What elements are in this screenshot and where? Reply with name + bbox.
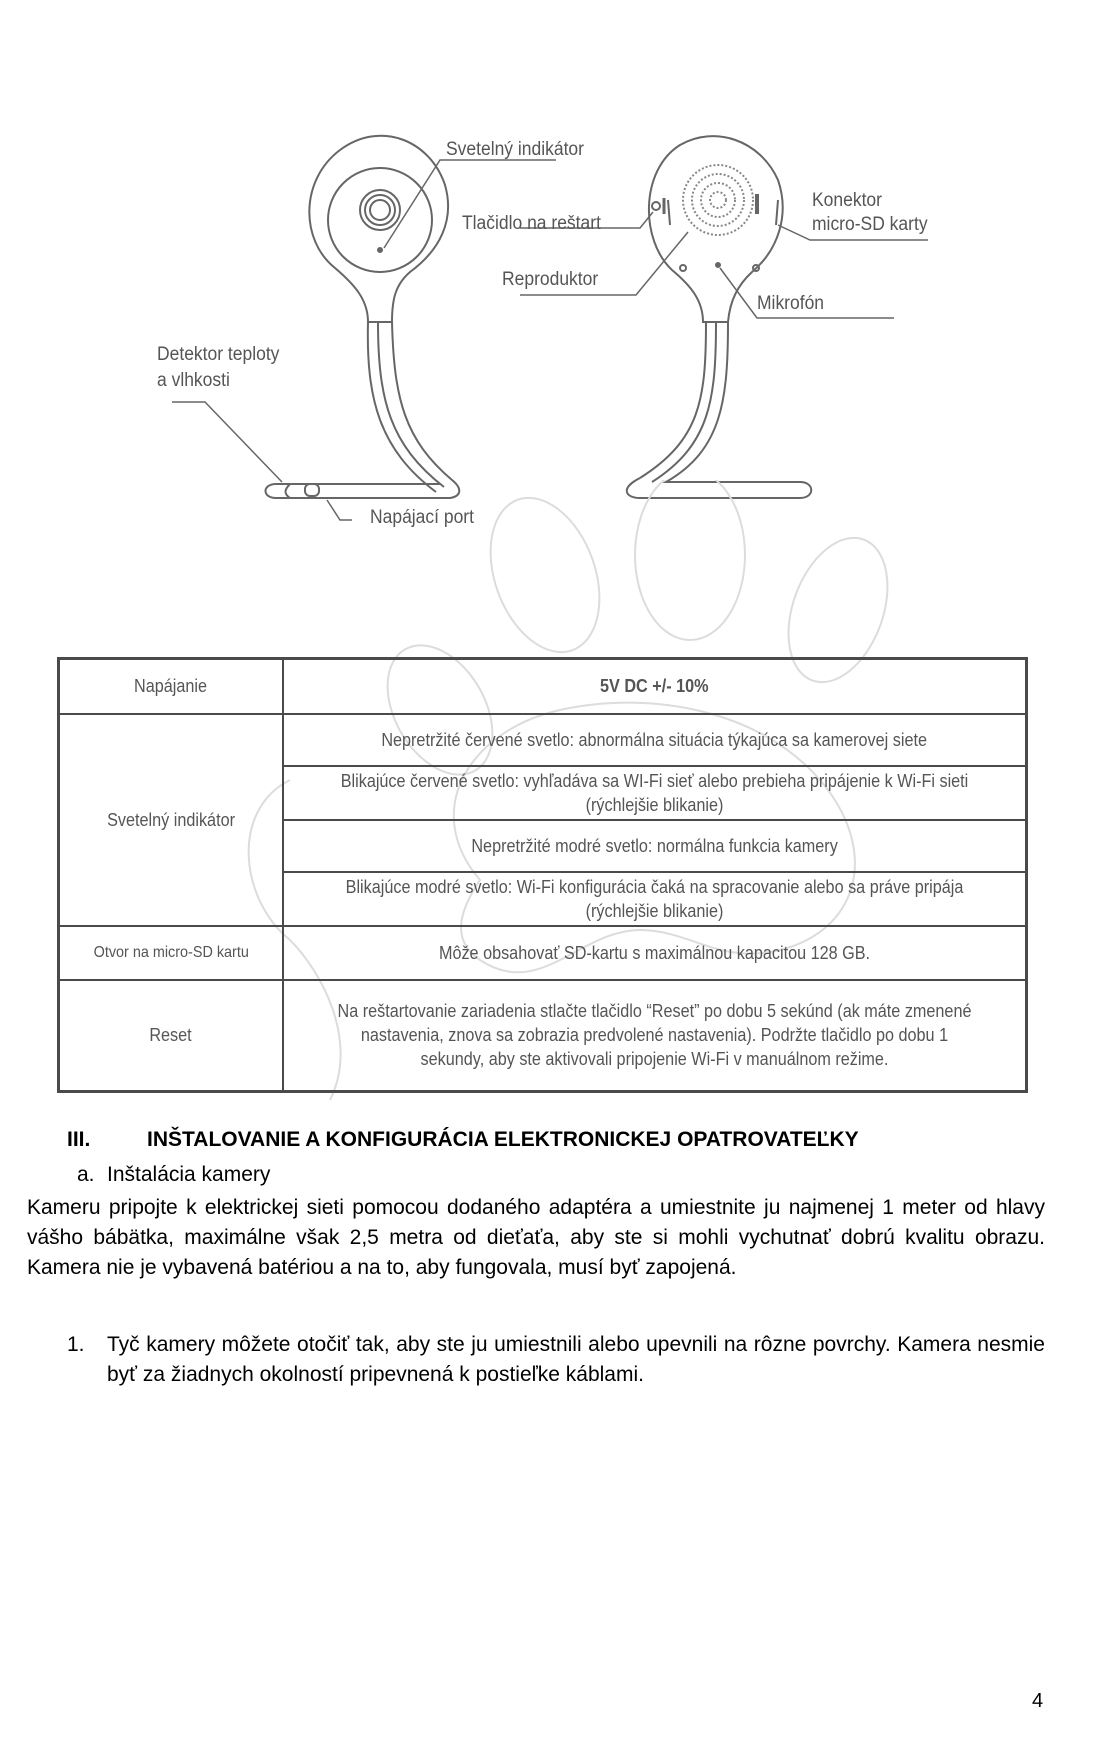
subsection-heading [77, 1163, 270, 1187]
spec-table [57, 657, 1028, 1093]
label-reset-button: Tlačidlo na reštart [462, 213, 601, 234]
light-state-value: Blikajúce červené svetlo: vyhľadáva sa WI-Fi sieť alebo prebieha pripájenie k Wi-Fi sieti (rýchlejšie blikanie) [283, 766, 1027, 820]
label-sd-connector-1: Konektor [812, 190, 882, 211]
light-state-value: Nepretržité červené svetlo: abnormálna situácia týkajúca sa kamerovej siete [283, 714, 1027, 766]
microphone-dot [716, 263, 720, 267]
label-light-indicator: Svetelný indikátor [446, 139, 584, 160]
label-sd-connector-2: micro-SD karty [812, 214, 928, 235]
sd-slot-label: Otvor na micro-SD kartu [59, 926, 284, 980]
speaker-grille-icon [683, 165, 753, 235]
subsection-number: a. [77, 1163, 95, 1186]
table-row-power [59, 659, 1027, 714]
light-indicator-dot [378, 248, 382, 252]
body-paragraph: Kameru pripojte k elektrickej sieti pomocou dodaného adaptéra a umiestnite ju najmenej 1 meter od hlavy vášho bábätka, maximálne však 2,5 metra od dieťaťa, aby ste si mohli vychutnať dobrú kvalitu obrazu. Kamera nie je vybavená batériou a na to, aby fungovala, musí byť zapojená. [27, 1196, 1045, 1279]
section-heading [67, 1128, 859, 1152]
label-temp-sensor-2: a vlhkosti [157, 370, 230, 391]
leader-temp-sensor [172, 402, 282, 482]
power-value: 5V DC +/- 10% [283, 659, 1027, 714]
camera-front-view [266, 136, 460, 498]
subsection-title: Inštalácia kamery [107, 1163, 271, 1186]
camera-diagram [0, 0, 1108, 560]
sd-slot-value: Môže obsahovať SD-kartu s maximálnou kapacitou 128 GB. [283, 926, 1027, 980]
label-speaker: Reproduktor [502, 269, 599, 290]
label-power-port: Napájací port [370, 507, 474, 528]
power-label: Napájanie [59, 659, 284, 714]
label-microphone: Mikrofón [757, 293, 825, 314]
list-item [67, 1330, 1045, 1390]
numbered-list [67, 1330, 1045, 1390]
section-number: III. [67, 1128, 91, 1151]
light-indicator-label: Svetelný indikátor [59, 714, 284, 926]
reset-label: Reset [59, 980, 284, 1092]
page-number: 4 [1032, 1690, 1044, 1712]
table-row-reset [59, 980, 1027, 1092]
leader-power-port [327, 500, 352, 520]
label-temp-sensor-1: Detektor teploty [157, 344, 280, 365]
list-item-number: 1. [67, 1333, 85, 1356]
reset-value: Na reštartovanie zariadenia stlačte tlačidlo “Reset” po dobu 5 sekúnd (ak máte zmenené nastavenia, znova sa zobrazia predvolené nastavenia). Podržte tlačidlo po dobu 1 sekundy, aby ste aktivovali pripojenie Wi-Fi v manuálnom režime. [283, 980, 1027, 1092]
table-row-sd [59, 926, 1027, 980]
list-item-text: Tyč kamery môžete otočiť tak, aby ste ju umiestnili alebo upevnili na rôzne povrchy. Kamera nesmie byť za žiadnych okolností pripevnená k postieľke káblami. [107, 1333, 1045, 1386]
light-state-value: Nepretržité modré svetlo: normálna funkcia kamery [283, 820, 1027, 872]
section-title: INŠTALOVANIE A KONFIGURÁCIA ELEKTRONICKEJ OPATROVATEĽKY [147, 1128, 859, 1151]
power-port-icon [305, 484, 319, 496]
reset-button-icon [652, 202, 660, 210]
camera-back-view [627, 136, 811, 498]
table-row-light-1 [59, 714, 1027, 766]
light-state-value: Blikajúce modré svetlo: Wi-Fi konfigurácia čaká na spracovanie alebo sa práve pripája (rýchlejšie blikanie) [283, 872, 1027, 926]
